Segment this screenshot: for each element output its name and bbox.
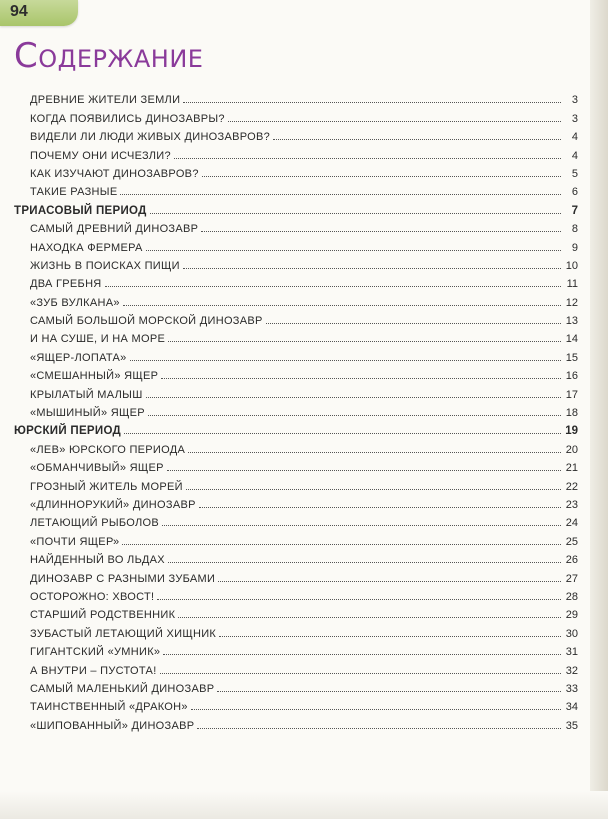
toc-entry-label: ТАИНСТВЕННЫЙ «ДРАКОН» — [30, 701, 188, 714]
toc-entry[interactable] — [14, 511, 578, 529]
toc-entry-page: 33 — [565, 682, 578, 695]
toc-entry-label: КАК ИЗУЧАЮТ ДИНОЗАВРОВ? — [30, 167, 199, 180]
toc-entry[interactable] — [14, 162, 578, 180]
toc-entry-page: 11 — [566, 278, 578, 291]
dot-leader — [120, 194, 561, 195]
toc-section[interactable] — [14, 198, 578, 216]
page-title: Содержание — [14, 36, 204, 76]
toc-entry[interactable] — [14, 254, 578, 272]
toc-entry-label: «ШИПОВАННЫЙ» ДИНОЗАВР — [30, 719, 195, 732]
toc-entry-page: 14 — [565, 333, 578, 346]
toc-entry-page: 6 — [571, 186, 578, 199]
page-number: 94 — [10, 3, 28, 20]
dot-leader — [163, 654, 561, 655]
dot-leader — [157, 599, 561, 600]
toc-entry-page: 8 — [571, 223, 578, 236]
page-number-tab — [0, 0, 78, 26]
toc-entry-label: САМЫЙ БОЛЬШОЙ МОРСКОЙ ДИНОЗАВР — [30, 315, 263, 328]
toc-entry[interactable] — [14, 640, 578, 658]
toc-entry[interactable] — [14, 235, 578, 253]
dot-leader — [174, 158, 561, 159]
toc-entry-label: НАЙДЕННЫЙ ВО ЛЬДАХ — [30, 554, 165, 567]
toc-section[interactable] — [14, 419, 578, 437]
toc-entry-page: 16 — [565, 370, 578, 383]
toc-entry-label: ВИДЕЛИ ЛИ ЛЮДИ ЖИВЫХ ДИНОЗАВРОВ? — [30, 131, 271, 144]
dot-leader — [178, 617, 561, 618]
toc-entry-page: 9 — [571, 241, 578, 254]
toc-entry-label: А ВНУТРИ – ПУСТОТА! — [30, 664, 157, 677]
dot-leader — [148, 415, 561, 416]
toc-entry-page: 29 — [565, 609, 578, 622]
toc-entry-label: И НА СУШЕ, И НА МОРЕ — [30, 333, 166, 346]
toc-entry-label: ГРОЗНЫЙ ЖИТЕЛЬ МОРЕЙ — [30, 480, 183, 493]
toc-entry-label: ТАКИЕ РАЗНЫЕ — [30, 186, 118, 199]
toc-entry-page: 18 — [565, 407, 578, 420]
toc-entry[interactable] — [14, 125, 578, 143]
dot-leader — [217, 691, 561, 692]
dot-leader — [150, 213, 561, 214]
toc-entry[interactable] — [14, 272, 578, 290]
dot-leader — [124, 433, 561, 434]
toc-entry-page: 25 — [565, 535, 578, 548]
toc-entry[interactable] — [14, 382, 578, 400]
toc-entry[interactable] — [14, 493, 578, 511]
toc-entry[interactable] — [14, 327, 578, 345]
toc-entry-page: 35 — [565, 719, 578, 732]
dot-leader — [123, 305, 561, 306]
dot-leader — [183, 102, 561, 103]
dot-leader — [199, 507, 561, 508]
toc-entry[interactable] — [14, 585, 578, 603]
page-edge — [590, 0, 608, 819]
toc-entry[interactable] — [14, 401, 578, 419]
toc-entry-page: 7 — [571, 204, 578, 217]
dot-leader — [186, 489, 561, 490]
toc-entry-label: САМЫЙ ДРЕВНИЙ ДИНОЗАВР — [30, 223, 199, 236]
dot-leader — [219, 636, 561, 637]
toc-entry-page: 21 — [565, 462, 578, 475]
toc-entry-label: ТРИАСОВЫЙ ПЕРИОД — [14, 204, 147, 217]
toc-entry-label: КОГДА ПОЯВИЛИСЬ ДИНОЗАВРЫ? — [30, 112, 225, 125]
dot-leader — [183, 268, 561, 269]
toc-entry[interactable] — [14, 474, 578, 492]
toc-entry-label: НАХОДКА ФЕРМЕРА — [30, 241, 143, 254]
toc-entry-label: ДВА ГРЕБНЯ — [30, 278, 102, 291]
toc-entry-label: «СМЕШАННЫЙ» ЯЩЕР — [30, 370, 159, 383]
toc-entry-page: 4 — [571, 131, 578, 144]
toc-entry[interactable] — [14, 456, 578, 474]
dot-leader — [162, 525, 561, 526]
toc-entry[interactable] — [14, 106, 578, 124]
toc-entry[interactable] — [14, 217, 578, 235]
toc-entry-label: ЛЕТАЮЩИЙ РЫБОЛОВ — [30, 517, 160, 530]
dot-leader — [168, 341, 561, 342]
dot-leader — [146, 250, 561, 251]
toc-entry-page: 27 — [565, 572, 578, 585]
toc-entry[interactable] — [14, 437, 578, 455]
toc-entry-page: 24 — [565, 517, 578, 530]
toc-entry-page: 26 — [565, 554, 578, 567]
toc-entry[interactable] — [14, 566, 578, 584]
toc-entry-page: 3 — [571, 94, 578, 107]
toc-entry[interactable] — [14, 180, 578, 198]
toc-entry-label: «ЯЩЕР-ЛОПАТА» — [30, 351, 127, 364]
dot-leader — [130, 360, 561, 361]
toc-entry-label: ЖИЗНЬ В ПОИСКАХ ПИЩИ — [30, 259, 180, 272]
toc-entry[interactable] — [14, 548, 578, 566]
dot-leader — [197, 728, 561, 729]
toc-entry[interactable] — [14, 309, 578, 327]
dot-leader — [273, 139, 561, 140]
toc-entry[interactable] — [14, 695, 578, 713]
dot-leader — [201, 231, 561, 232]
toc-entry[interactable] — [14, 621, 578, 639]
toc-entry-page: 15 — [565, 351, 578, 364]
toc-entry[interactable] — [14, 677, 578, 695]
toc-entry-page: 28 — [565, 590, 578, 603]
toc-entry[interactable] — [14, 88, 578, 106]
toc-entry-label: ОСТОРОЖНО: ХВОСТ! — [30, 590, 155, 603]
toc-entry-label: «МЫШИНЫЙ» ЯЩЕР — [30, 407, 145, 420]
dot-leader — [146, 397, 561, 398]
dot-leader — [105, 286, 561, 287]
toc-entry-page: 30 — [565, 627, 578, 640]
toc-entry-label: САМЫЙ МАЛЕНЬКИЙ ДИНОЗАВР — [30, 682, 215, 695]
dot-leader — [160, 673, 561, 674]
toc-entry-label: «ПОЧТИ ЯЩЕР» — [30, 535, 120, 548]
dot-leader — [228, 121, 561, 122]
toc-entry-label: «ЗУБ ВУЛКАНА» — [30, 296, 120, 309]
table-of-contents — [14, 88, 578, 732]
toc-entry-page: 19 — [565, 425, 578, 438]
dot-leader — [218, 581, 561, 582]
toc-entry-label: «ДЛИННОРУКИЙ» ДИНОЗАВР — [30, 498, 196, 511]
toc-entry-page: 3 — [571, 112, 578, 125]
toc-entry[interactable] — [14, 603, 578, 621]
toc-entry-page: 12 — [565, 296, 578, 309]
toc-entry-page: 17 — [565, 388, 578, 401]
dot-leader — [168, 562, 561, 563]
toc-entry-label: ПОЧЕМУ ОНИ ИСЧЕЗЛИ? — [30, 149, 171, 162]
toc-entry-page: 22 — [565, 480, 578, 493]
toc-entry-page: 20 — [565, 443, 578, 456]
toc-entry[interactable] — [14, 713, 578, 731]
toc-entry[interactable] — [14, 658, 578, 676]
toc-entry-page: 5 — [571, 167, 578, 180]
toc-entry-label: «ОБМАНЧИВЫЙ» ЯЩЕР — [30, 462, 164, 475]
toc-entry[interactable] — [14, 345, 578, 363]
toc-entry-page: 4 — [571, 149, 578, 162]
dot-leader — [266, 323, 561, 324]
toc-entry[interactable] — [14, 290, 578, 308]
dot-leader — [191, 709, 561, 710]
toc-entry-label: СТАРШИЙ РОДСТВЕННИК — [30, 609, 176, 622]
toc-entry-label: ЗУБАСТЫЙ ЛЕТАЮЩИЙ ХИЩНИК — [30, 627, 217, 640]
toc-entry-label: ДРЕВНИЕ ЖИТЕЛИ ЗЕМЛИ — [30, 94, 181, 107]
toc-entry[interactable] — [14, 529, 578, 547]
toc-entry[interactable] — [14, 364, 578, 382]
toc-entry-label: ДИНОЗАВР С РАЗНЫМИ ЗУБАМИ — [30, 572, 216, 585]
dot-leader — [202, 176, 561, 177]
toc-entry-page: 34 — [565, 701, 578, 714]
dot-leader — [167, 470, 561, 471]
toc-entry-page: 10 — [565, 259, 578, 272]
toc-entry-page: 32 — [565, 664, 578, 677]
dot-leader — [188, 452, 561, 453]
toc-entry-label: ГИГАНТСКИЙ «УМНИК» — [30, 646, 161, 659]
dot-leader — [122, 544, 561, 545]
toc-entry[interactable] — [14, 143, 578, 161]
toc-entry-page: 23 — [565, 498, 578, 511]
toc-entry-label: «ЛЕВ» ЮРСКОГО ПЕРИОДА — [30, 443, 186, 456]
toc-entry-label: КРЫЛАТЫЙ МАЛЫШ — [30, 388, 143, 401]
toc-entry-page: 31 — [565, 646, 578, 659]
toc-entry-page: 13 — [565, 315, 578, 328]
dot-leader — [161, 378, 561, 379]
bottom-strip — [0, 791, 608, 819]
toc-entry-label: ЮРСКИЙ ПЕРИОД — [14, 425, 122, 438]
